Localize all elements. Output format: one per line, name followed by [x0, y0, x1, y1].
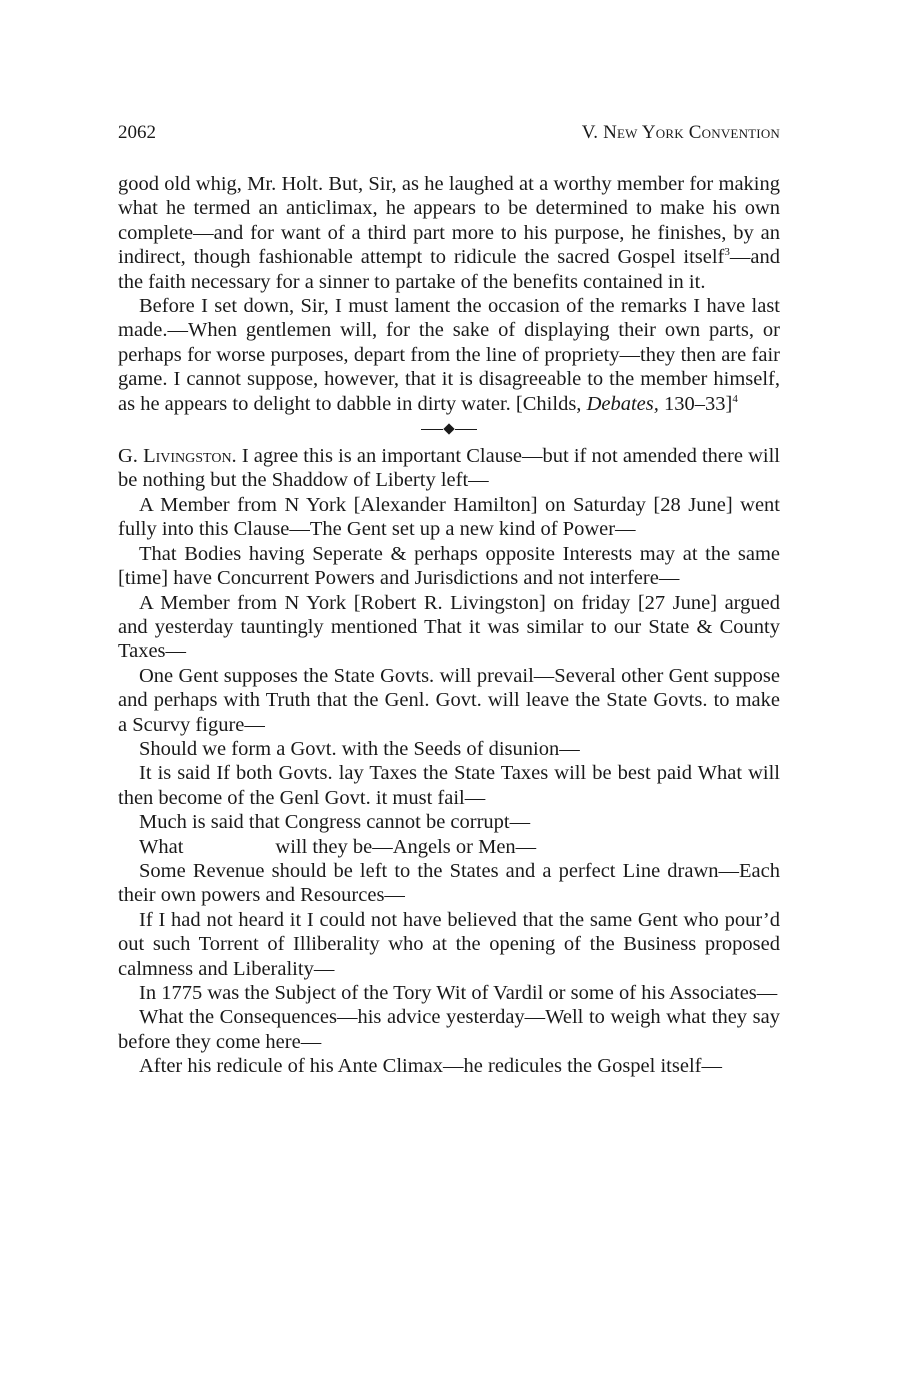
paragraph — [118, 835, 780, 859]
paragraph-text: 130–33] — [658, 392, 733, 415]
paragraph: Should we form a Govt. with the Seeds of disunion— — [139, 737, 580, 760]
paragraph-text: will they be—Angels or Men— — [275, 835, 537, 858]
paragraph: That Bodies having Seperate & perhaps opposite Interests may at the same [time] have Concurrent Powers and Jurisdictions and not interfere— — [118, 542, 780, 590]
paragraph: A Member from N York [Alexander Hamilton] on Saturday [28 June] went fully into this Clause—The Gent set up a new kind of Power— — [118, 493, 780, 541]
speaker-name: G. Livingston. — [118, 445, 237, 468]
section-title: V. New York Convention — [581, 122, 780, 143]
paragraph: It is said If both Govts. lay Taxes the State Taxes will be best paid What will then become of the Genl Govt. it must fail— — [118, 762, 780, 809]
italic-title: Debates, — [586, 392, 659, 415]
footnote-ref: 3 — [724, 246, 730, 259]
paragraph-text: —and the faith necessary for a sinner to partake of the benefits contained in it. — [118, 246, 780, 293]
paragraph-text: I agree this is an important Clause—but if not amended there will be nothing but the Shaddow of Liberty left— — [118, 445, 780, 492]
page — [118, 122, 780, 1079]
diamond-icon — [443, 423, 454, 434]
paragraph: After his redicule of his Ante Climax—he redicules the Gospel itself— — [139, 1055, 722, 1078]
paragraph — [118, 444, 780, 493]
paragraph: In 1775 was the Subject of the Tory Wit of Vardil or some of his Associates— — [139, 982, 778, 1004]
paragraph: What the Consequences—his advice yesterday—Well to weigh what they say before they come here— — [118, 1006, 780, 1053]
paragraph-text: Before I set down, Sir, I must lament the occasion of the remarks I have last made.—When gentlemen will, for the sake of displaying their own parts, or perhaps for worse purposes, depart from the line of propriety—they then are fair game. I cannot suppose, however, that it is disagreeable to the member himself, as he appears to delight to dabble in dirty water. [Childs, — [118, 295, 780, 415]
running-head — [118, 122, 780, 150]
paragraph: One Gent supposes the State Govts. will prevail—Several other Gent suppose and perhaps with Truth that the Genl. Govt. will leave the State Govts. to make a Scurvy figure— — [118, 664, 780, 736]
paragraph — [118, 294, 780, 416]
paragraph: Some Revenue should be left to the States and a perfect Line drawn—Each their own powers and Resources— — [118, 859, 780, 907]
page-number: 2062 — [118, 122, 156, 143]
body-text — [118, 172, 780, 1079]
footnote-ref: 4 — [732, 392, 738, 405]
paragraph: A Member from N York [Robert R. Livingston] on friday [27 June] argued and yesterday tauntingly mentioned That it was similar to our State & County Taxes— — [118, 591, 780, 663]
paragraph: Much is said that Congress cannot be corrupt— — [139, 811, 531, 834]
divider-rule — [421, 429, 443, 430]
divider-rule — [455, 429, 477, 430]
paragraph — [118, 172, 780, 294]
paragraph-text: What — [139, 835, 184, 858]
paragraph-text: good old whig, Mr. Holt. But, Sir, as he laughed at a worthy member for making what he termed an anticlimax, he appears to be determined to make his own complete—and for want of a third part more to his purpose, he finishes, by an indirect, though fashionable attempt to ridicule the sacred Gospel itself — [118, 173, 780, 269]
section-divider-ornament — [118, 418, 780, 440]
paragraph: If I had not heard it I could not have believed that the same Gent who pour’d out such Torrent of Illiberality who at the opening of the Business proposed calmness and Liberality— — [118, 908, 780, 980]
